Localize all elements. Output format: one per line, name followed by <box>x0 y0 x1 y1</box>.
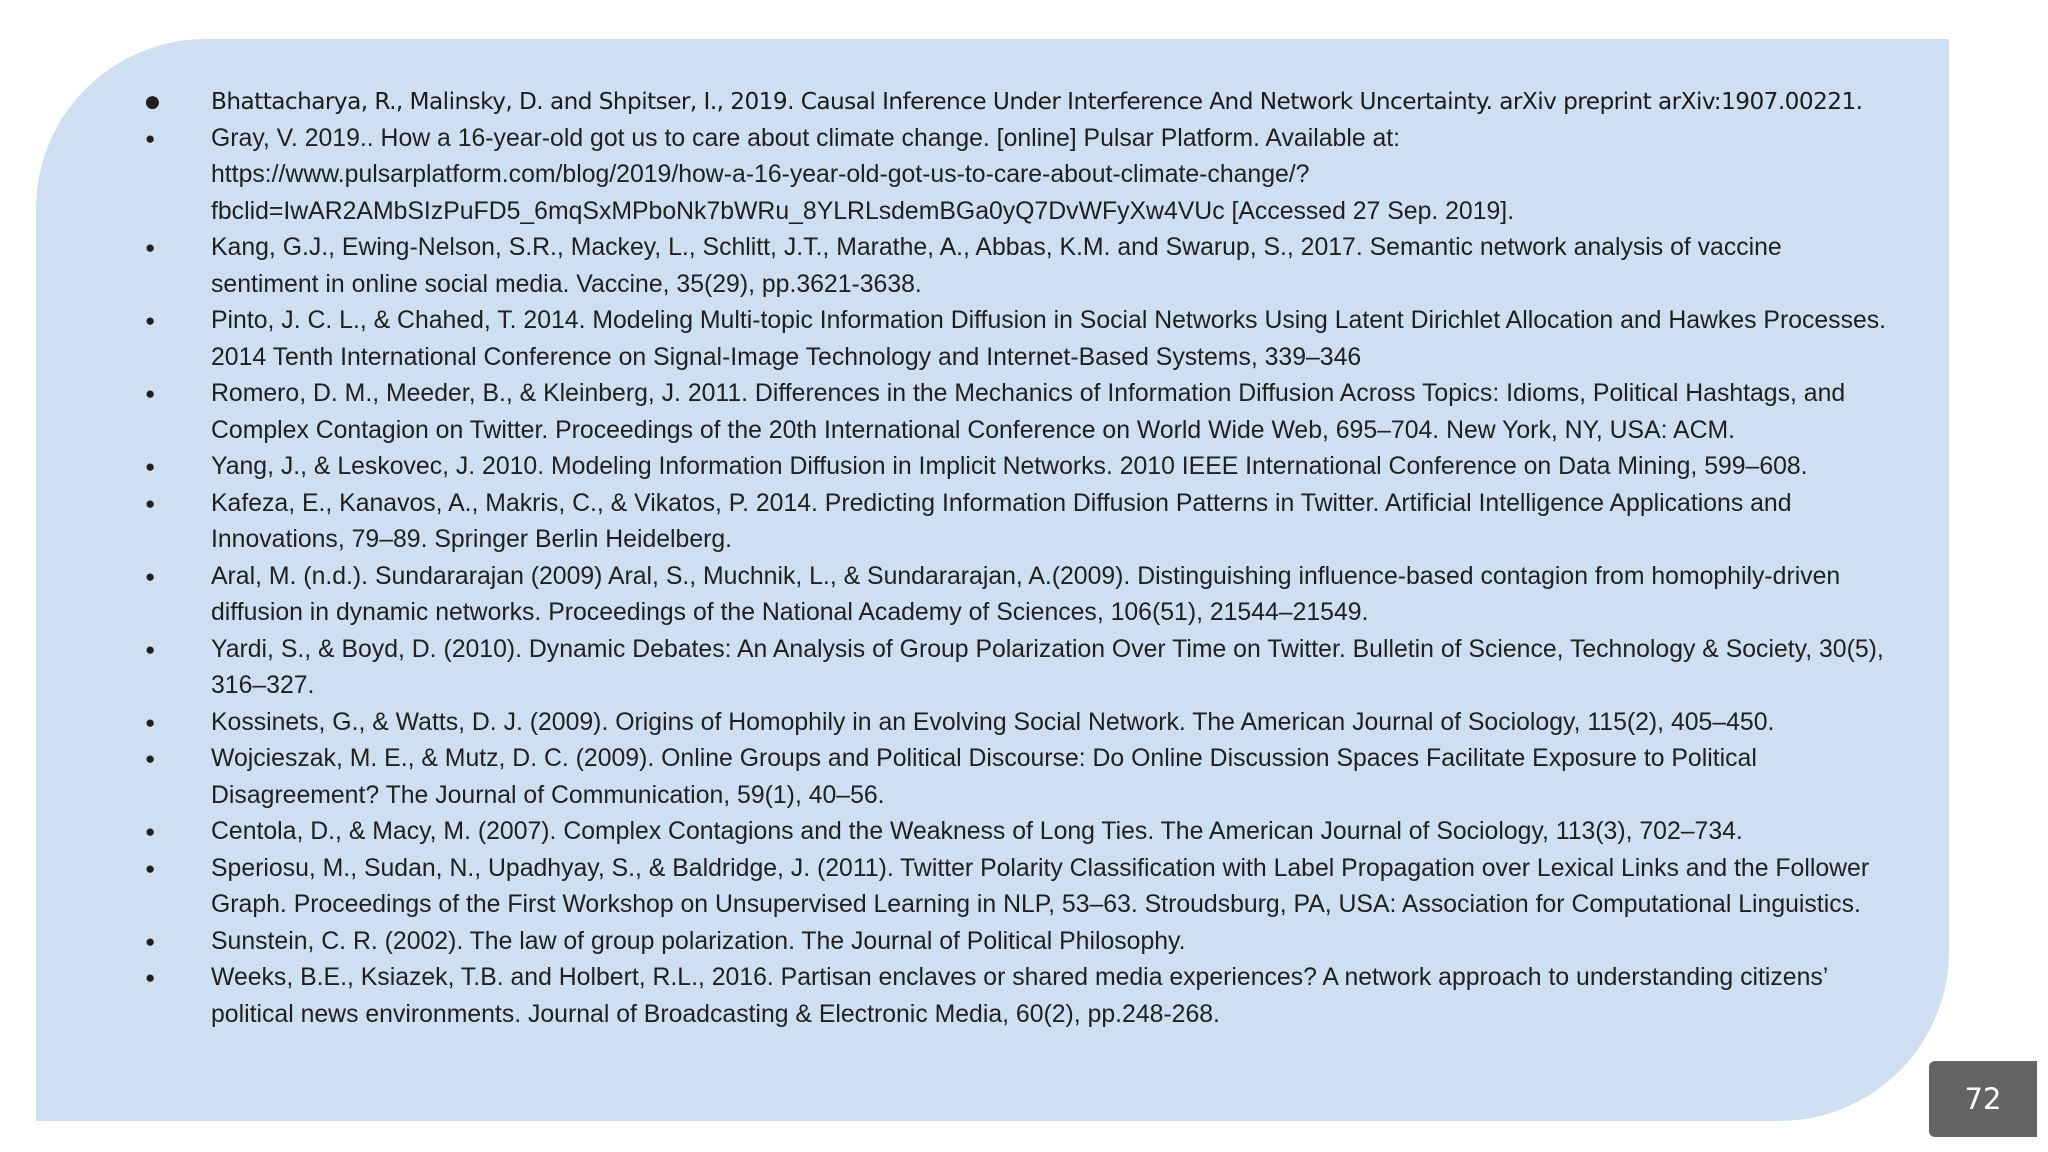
reference-item: ● Centola, D., & Macy, M. (2007). Complex Contagions and the Weakness of Long Ties. The American Journal of Sociology, 113(3), 702–734. <box>145 814 1895 851</box>
reference-item: ● Gray, V. 2019.. How a 16-year-old got us to care about climate change. [online] Pulsar Platform. Available at: https://www.pulsarplatform.com/blog/2019/how-a-16-year-old-got-us-to-care-about-climate-change/?fbclid=IwAR2AMbSIzPuFD5_6mqSxMPboNk7bWRu_8YLRLsdemBGa0yQ7DvWFyXw4VUc [Accessed 27 Sep. 2019]. <box>145 121 1895 231</box>
page-number-badge <box>1929 1061 2037 1137</box>
reference-item: ● Aral, M. (n.d.). Sundararajan (2009) Aral, S., Muchnik, L., & Sundararajan, A.(2009). Distinguishing influence-based contagion from homophily-driven diffusion in dynamic networks. Proceedings of the National Academy of Sciences, 106(51), 21544–21549. <box>145 559 1895 632</box>
reference-list <box>145 84 1895 1033</box>
reference-item: ● Speriosu, M., Sudan, N., Upadhyay, S., & Baldridge, J. (2011). Twitter Polarity Classification with Label Propagation over Lexical Links and the Follower Graph. Proceedings of the First Workshop on Unsupervised Learning in NLP, 53–63. Stroudsburg, PA, USA: Association for Computational Linguistics. <box>145 851 1895 924</box>
reference-item: ● Sunstein, C. R. (2002). The law of group polarization. The Journal of Political Philosophy. <box>145 924 1895 961</box>
reference-item: ● Romero, D. M., Meeder, B., & Kleinberg, J. 2011. Differences in the Mechanics of Information Diffusion Across Topics: Idioms, Political Hashtags, and Complex Contagion on Twitter. Proceedings of the 20th International Conference on World Wide Web, 695–704. New York, NY, USA: ACM. <box>145 376 1895 449</box>
reference-item: ● Kang, G.J., Ewing-Nelson, S.R., Mackey, L., Schlitt, J.T., Marathe, A., Abbas, K.M. and Swarup, S., 2017. Semantic network analysis of vaccine sentiment in online social media. Vaccine, 35(29), pp.3621-3638. <box>145 230 1895 303</box>
reference-item: ● Wojcieszak, M. E., & Mutz, D. C. (2009). Online Groups and Political Discourse: Do Online Discussion Spaces Facilitate Exposure to Political Disagreement? The Journal of Communication, 59(1), 40–56. <box>145 741 1895 814</box>
reference-item: ● Bhattacharya, R., Malinsky, D. and Shpitser, I., 2019. Causal Inference Under Interference And Network Uncertainty. arXiv preprint arXiv:1907.00221. <box>145 84 1895 121</box>
reference-item: ● Pinto, J. C. L., & Chahed, T. 2014. Modeling Multi-topic Information Diffusion in Social Networks Using Latent Dirichlet Allocation and Hawkes Processes. 2014 Tenth International Conference on Signal-Image Technology and Internet-Based Systems, 339–346 <box>145 303 1895 376</box>
reference-item: ● Yang, J., & Leskovec, J. 2010. Modeling Information Diffusion in Implicit Networks. 2010 IEEE International Conference on Data Mining, 599–608. <box>145 449 1895 486</box>
reference-item: ● Kafeza, E., Kanavos, A., Makris, C., & Vikatos, P. 2014. Predicting Information Diffusion Patterns in Twitter. Artificial Intelligence Applications and Innovations, 79–89. Springer Berlin Heidelberg. <box>145 486 1895 559</box>
reference-item: ● Weeks, B.E., Ksiazek, T.B. and Holbert, R.L., 2016. Partisan enclaves or shared media experiences? A network approach to understanding citizens’ political news environments. Journal of Broadcasting & Electronic Media, 60(2), pp.248-268. <box>145 960 1895 1033</box>
page-number: 72 <box>1964 1082 2002 1116</box>
reference-item: ● Yardi, S., & Boyd, D. (2010). Dynamic Debates: An Analysis of Group Polarization Over Time on Twitter. Bulletin of Science, Technology & Society, 30(5), 316–327. <box>145 632 1895 705</box>
reference-item: ● Kossinets, G., & Watts, D. J. (2009). Origins of Homophily in an Evolving Social Network. The American Journal of Sociology, 115(2), 405–450. <box>145 705 1895 742</box>
